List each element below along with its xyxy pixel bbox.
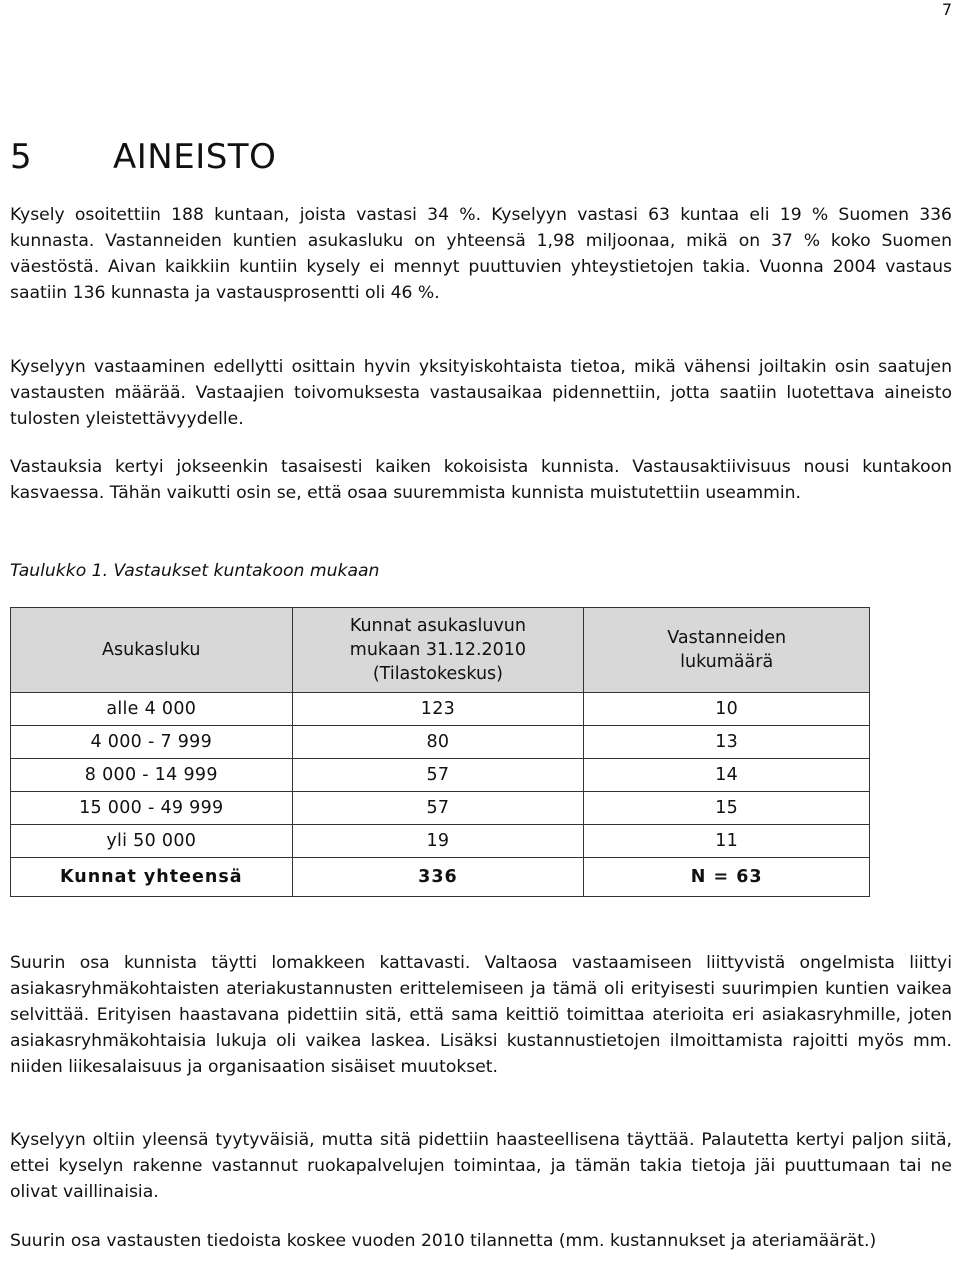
paragraph-5: Kyselyyn oltiin yleensä tyytyväisiä, mutta sitä pidettiin haasteellisena täyttää. Palautetta kertyi paljon siitä, ettei kyselyn rakenne vastannut ruokapalvelujen toimintaa, ja tämän takia tietoja jäi puuttumaan tai ne olivat vaillinaisia. bbox=[10, 1130, 952, 1202]
cell-municipalities: 57 bbox=[292, 759, 584, 792]
section-heading bbox=[10, 137, 276, 177]
table-caption: Taulukko 1. Vastaukset kuntakoon mukaan bbox=[10, 561, 380, 581]
results-table bbox=[10, 607, 870, 897]
paragraph-6: Suurin osa vastausten tiedoista koskee vuoden 2010 tilannetta (mm. kustannukset ja ateriamäärät.) bbox=[10, 1231, 877, 1251]
cell-respondents: 13 bbox=[584, 726, 870, 759]
cell-population: alle 4 000 bbox=[11, 693, 293, 726]
cell-municipalities: 123 bbox=[292, 693, 584, 726]
paragraph-3: Vastauksia kertyi jokseenkin tasaisesti kaiken kokoisista kunnista. Vastausaktiivisuus nousi kuntakoon kasvaessa. Tähän vaikutti osin se, että osaa suuremmista kunnista muistutettiin useammin. bbox=[10, 457, 952, 503]
table-row bbox=[11, 726, 870, 759]
table-total-row bbox=[11, 858, 870, 897]
cell-population: yli 50 000 bbox=[11, 825, 293, 858]
cell-respondents: 14 bbox=[584, 759, 870, 792]
cell-municipalities: 80 bbox=[292, 726, 584, 759]
header-respondents-line-2: lukumäärä bbox=[680, 652, 774, 672]
page-number: 7 bbox=[941, 0, 952, 19]
section-number: 5 bbox=[10, 137, 33, 177]
cell-population: 4 000 - 7 999 bbox=[11, 726, 293, 759]
section-title: AINEISTO bbox=[113, 137, 277, 177]
table-row bbox=[11, 792, 870, 825]
table-row bbox=[11, 825, 870, 858]
header-respondents-line-1: Vastanneiden bbox=[667, 628, 787, 648]
cell-municipalities: 19 bbox=[292, 825, 584, 858]
cell-respondents: 10 bbox=[584, 693, 870, 726]
table-header-row bbox=[11, 608, 870, 693]
cell-population: 8 000 - 14 999 bbox=[11, 759, 293, 792]
table-row bbox=[11, 693, 870, 726]
header-municipalities-line-2: mukaan 31.12.2010 bbox=[349, 640, 527, 660]
paragraph-2: Kyselyyn vastaaminen edellytti osittain hyvin yksityiskohtaista tietoa, mikä vähensi joiltakin osin saatujen vastausten määrää. Vastaajien toivomuksesta vastausaikaa pidennettiin, jotta saatiin luotettava aineisto tulosten yleistettävyydelle. bbox=[10, 357, 952, 429]
total-respondents: N = 63 bbox=[584, 858, 870, 897]
total-label: Kunnat yhteensä bbox=[11, 858, 293, 897]
paragraph-1: Kysely osoitettiin 188 kuntaan, joista vastasi 34 %. Kyselyyn vastasi 63 kuntaa eli 19 % Suomen 336 kunnasta. Vastanneiden kuntien asukasluku on yhteensä 1,98 miljoonaa, mikä on 37 % koko Suomen väestöstä. Aivan kaikkiin kuntiin kysely ei mennyt puuttuvien yhteystietojen takia. Vuonna 2004 vastaus saatiin 136 kunnasta ja vastausprosentti oli 46 %. bbox=[10, 205, 952, 303]
paragraph-4: Suurin osa kunnista täytti lomakkeen kattavasti. Valtaosa vastaamiseen liittyvistä ongelmista liittyi asiakasryhmäkohtaisten ateriakustannusten erittelemiseen ja tämä oli erityisesti suurimpien kuntien vaikea selvittää. Erityisen haastavana pidettiin sitä, että sama keittiö toimittaa aterioita eri asiakasryhmille, joten asiakasryhmäkohtaisia lukuja oli vaikea laskea. Lisäksi kustannustietojen ilmoittamista rajoitti myös mm. niiden liikesalaisuus ja organisaation sisäiset muutokset. bbox=[10, 953, 952, 1077]
cell-respondents: 15 bbox=[584, 792, 870, 825]
cell-respondents: 11 bbox=[584, 825, 870, 858]
header-municipalities-line-1: Kunnat asukasluvun bbox=[349, 616, 526, 636]
table-row bbox=[11, 759, 870, 792]
header-population: Asukasluku bbox=[11, 608, 293, 693]
cell-population: 15 000 - 49 999 bbox=[11, 792, 293, 825]
header-municipalities-line-3: (Tilastokeskus) bbox=[372, 664, 503, 684]
header-municipalities bbox=[292, 608, 584, 693]
cell-municipalities: 57 bbox=[292, 792, 584, 825]
total-municipalities: 336 bbox=[292, 858, 584, 897]
header-respondents bbox=[584, 608, 870, 693]
